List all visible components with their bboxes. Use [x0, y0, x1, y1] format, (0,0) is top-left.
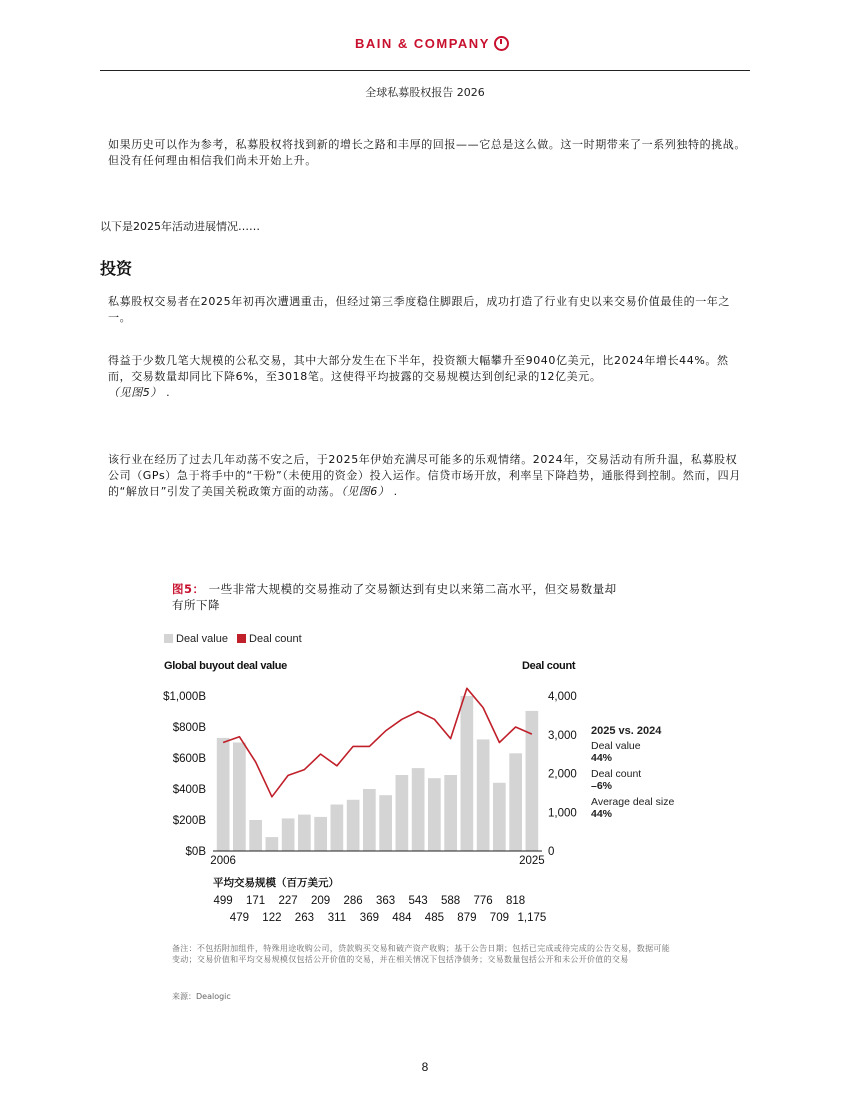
- deal-value-bar: [461, 696, 474, 851]
- deal-value-bar: [282, 818, 295, 851]
- left-axis-tick: $0B: [185, 846, 206, 858]
- deal-value-bar: [298, 815, 311, 851]
- right-axis-tick: 2,000: [548, 768, 577, 781]
- left-axis-tick: $1,000B: [163, 691, 206, 703]
- deal-value-bar: [363, 789, 376, 851]
- avg-deal-size-value: 1,175: [517, 912, 547, 924]
- left-axis-tick: $400B: [172, 784, 206, 796]
- avg-deal-size-value: 818: [506, 895, 526, 907]
- paragraph-3-end: .: [389, 485, 398, 498]
- avg-deal-size-value: 363: [376, 895, 396, 907]
- avg-deal-size-value: 311: [327, 912, 347, 924]
- deal-value-bar: [396, 775, 409, 851]
- deal-chart: [150, 680, 577, 870]
- avg-deal-size-value: 122: [262, 912, 282, 924]
- figure-label: 图5：: [172, 582, 205, 596]
- avg-deal-size-title: 平均交易规模（百万美元）: [213, 877, 339, 889]
- comparison-title: 2025 vs. 2024: [591, 725, 662, 737]
- avg-deal-size-value: 776: [473, 895, 493, 907]
- deal-value-bar: [379, 795, 392, 851]
- logo-text: BAIN & COMPANY: [355, 36, 490, 51]
- deal-value-bar: [493, 783, 506, 851]
- avg-deal-size-value: 286: [343, 895, 363, 907]
- avg-deal-size-value: 263: [294, 912, 314, 924]
- x-axis-tick-start: 2006: [210, 855, 236, 867]
- figure-title: [172, 581, 622, 613]
- deal-value-bar: [249, 820, 262, 851]
- legend-deal-value: Deal value: [176, 633, 228, 645]
- deal-value-bar: [444, 775, 457, 851]
- avg-deal-size-value: 209: [311, 895, 331, 907]
- deal-value-bar: [233, 743, 246, 852]
- paragraph-3-text: 该行业在经历了过去几年动荡不安之后，于2025年伊始充满尽可能多的乐观情绪。2024年，交易活动有所升温，私募股权公司（GPs）急于将手中的“干粉”（未使用的资金）投入运作。信贷市场开放，利率呈下降趋势，通胀得到控制。然而，四月的“解放日”引发了美国关税政策方面的动荡。: [108, 453, 741, 498]
- comparison-value-deal-count: –6%: [591, 780, 613, 792]
- legend-deal-count: Deal count: [249, 633, 302, 645]
- deal-value-bar: [217, 738, 230, 851]
- deal-value-bar: [509, 753, 522, 851]
- deal-value-bar: [266, 837, 279, 851]
- figure-note: 备注：不包括附加组件，特殊用途收购公司，贷款购买交易和破产资产收购；基于公告日期；包括已完成或待完成的公告交易，数据可能变动；交易价值和平均交易规模仅包括公开价值的交易，并在相关情况下包括净债务；交易数量包括公开和未公开价值的交易: [172, 944, 670, 964]
- avg-deal-size-value: 171: [246, 895, 266, 907]
- deal-value-bar: [412, 768, 425, 851]
- avg-deal-size-value: 227: [278, 895, 298, 907]
- comparison-value-avg-size: 44%: [591, 808, 613, 820]
- report-header: 全球私募股权报告 2026: [365, 86, 485, 99]
- left-axis-title: Global buyout deal value: [164, 660, 287, 672]
- avg-deal-size-value: 484: [392, 912, 412, 924]
- deal-value-bar: [428, 778, 441, 851]
- page-number: 8: [421, 1060, 429, 1074]
- deal-value-bar: [477, 739, 490, 851]
- avg-deal-size-value: 485: [424, 912, 444, 924]
- comparison-label-avg-size: Average deal size: [591, 796, 675, 808]
- avg-deal-size-value: 479: [229, 912, 249, 924]
- avg-deal-size-value: 709: [489, 912, 509, 924]
- left-axis-tick: $800B: [172, 722, 206, 734]
- comparison-label-deal-value: Deal value: [591, 740, 641, 752]
- deal-value-bar: [331, 805, 344, 852]
- avg-deal-size-value: 543: [408, 895, 428, 907]
- right-axis-tick: 0: [548, 846, 555, 858]
- paragraph-2: [108, 353, 748, 401]
- right-axis-title: Deal count: [522, 660, 576, 672]
- deal-value-bar: [347, 800, 360, 851]
- legend-swatch-deal-count: [237, 634, 246, 643]
- intro-paragraph: 如果历史可以作为参考，私募股权将找到新的增长之路和丰厚的回报——它总是这么做。这一时期带来了一系列独特的挑战。但没有任何理由相信我们尚未开始上升。: [108, 138, 746, 167]
- header-rule: [100, 70, 750, 71]
- x-axis-tick-end: 2025: [519, 855, 545, 867]
- right-axis-tick: 3,000: [548, 729, 577, 742]
- figure-5-reference[interactable]: （见图5）: [108, 386, 162, 399]
- paragraph-2-end: .: [162, 386, 171, 399]
- paragraph-1: 私募股权交易者在2025年初再次遭遇重击，但经过第三季度稳住脚跟后，成功打造了行业有史以来交易价值最佳的一年之一。: [108, 295, 730, 324]
- chart-legend: [164, 633, 302, 645]
- left-axis-tick: $600B: [172, 753, 206, 765]
- figure-title-text: 一些非常大规模的交易推动了交易额达到有史以来第二高水平，但交易数量却有所下降: [172, 582, 617, 612]
- logo-compass-icon: [494, 36, 509, 51]
- left-axis-tick: $200B: [172, 815, 206, 827]
- comparison-value-deal-value: 44%: [591, 752, 613, 764]
- legend-swatch-deal-value: [164, 634, 173, 643]
- avg-deal-size-value: 588: [441, 895, 461, 907]
- right-axis-tick: 4,000: [548, 691, 577, 703]
- comparison-label-deal-count: Deal count: [591, 768, 642, 780]
- section-title: 投资: [100, 259, 133, 278]
- avg-deal-size-value: 879: [457, 912, 477, 924]
- paragraph-3: [108, 452, 748, 500]
- lead-line: 以下是2025年活动进展情况……: [100, 220, 260, 233]
- bain-logo: [355, 36, 509, 51]
- avg-deal-size-value: 499: [213, 895, 233, 907]
- paragraph-2-text: 得益于少数几笔大规模的公私交易，其中大部分发生在下半年，投资额大幅攀升至9040亿美元，比2024年增长44%。然而，交易数量却同比下降6%，至3018笔。这使得平均披露的交易规模达到创纪录的12亿美元。: [108, 354, 729, 383]
- figure-6-reference[interactable]: （见图6）: [341, 485, 390, 498]
- right-axis-tick: 1,000: [548, 807, 577, 820]
- figure-source: 来源：Dealogic: [172, 992, 231, 1001]
- deal-value-bar: [314, 817, 327, 851]
- avg-deal-size-value: 369: [359, 912, 379, 924]
